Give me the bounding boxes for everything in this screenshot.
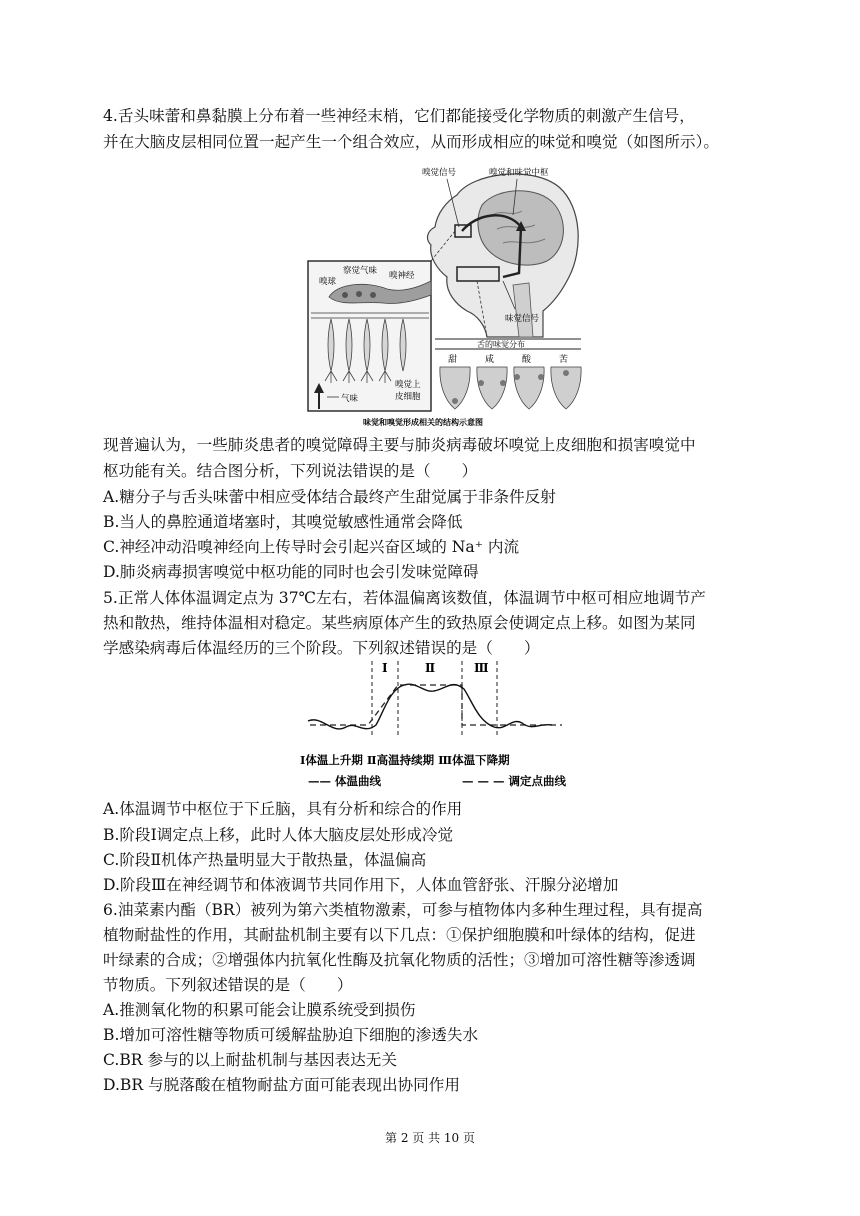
label-olfactory-nerve: 嗅神经 <box>389 271 415 281</box>
label-odor: 气味 <box>341 394 359 404</box>
body-temperature-figure <box>300 655 570 797</box>
taste-sour: 酸 <box>522 355 532 365</box>
taste-sweet: 甜 <box>448 355 458 365</box>
q5-option-d: D.阶段Ⅲ在神经调节和体液调节共同作用下，人体血管舒张、汗腺分泌增加 <box>103 876 619 894</box>
q6-stem-line3: 叶绿素的合成；②增强体内抗氧化性酶及抗氧化物质的活性；③增加可溶性糖等渗透调 <box>103 951 696 969</box>
q4-stem-line2: 并在大脑皮层相同位置一起产生一个组合效应，从而形成相应的味觉和嗅觉（如图所示）。 <box>103 133 719 151</box>
stage-2-label: Ⅱ <box>425 661 436 675</box>
phase-caption: Ⅰ体温上升期 Ⅱ高温持续期 Ⅲ体温下降期 <box>300 753 510 767</box>
label-epithelial-2: 皮细胞 <box>395 392 421 402</box>
q5-stem-line1: 5.正常人体体温调定点为 37℃左右，若体温偏离该数值，体温调节中枢可相应地调节产 <box>103 589 706 607</box>
label-smell-signal: 嗅觉信号 <box>422 168 457 178</box>
q5-option-c: C.阶段Ⅱ机体产热量明显大于散热量，体温偏高 <box>103 851 427 869</box>
label-tongue-distribution: 舌的味觉分布 <box>477 340 525 349</box>
q4-text-line2: 枢功能有关。结合图分析，下列说法错误的是（ ） <box>103 462 478 480</box>
label-sense-odor: 察觉气味 <box>343 266 378 276</box>
q4-option-d: D.肺炎病毒损害嗅觉中枢功能的同时也会引发味觉障碍 <box>103 563 479 581</box>
q5-option-a: A.体温调节中枢位于下丘脑，具有分析和综合的作用 <box>103 800 463 818</box>
tongue-shapes <box>440 367 581 409</box>
legend-body-temp: —— 体温曲线 <box>308 774 382 788</box>
q6-stem-line4: 节物质。下列叙述错误的是（ ） <box>103 976 353 994</box>
taste-smell-structure-figure <box>307 165 583 429</box>
label-center: 嗅觉和味觉中枢 <box>489 168 549 178</box>
taste-salty: 咸 <box>485 355 495 365</box>
q6-option-b: B.增加可溶性糖等物质可缓解盐胁迫下细胞的渗透失水 <box>103 1026 479 1044</box>
q5-stem-line3: 学感染病毒后体温经历的三个阶段。下列叙述错误的是（ ） <box>103 639 540 657</box>
taste-bitter: 苦 <box>559 355 569 365</box>
q6-stem-line1: 6.油菜素内酯（BR）被列为第六类植物激素，可参与植物体内多种生理过程，具有提高 <box>103 901 703 919</box>
label-olfactory-bulb: 嗅球 <box>319 277 337 287</box>
stage-3-label: Ⅲ <box>474 661 489 675</box>
legend-set-point: — — — 调定点曲线 <box>462 774 567 788</box>
q6-option-a: A.推测氧化物的积累可能会让膜系统受到损伤 <box>103 1001 416 1019</box>
q6-stem-line2: 植物耐盐性的作用，其耐盐机制主要有以下几点：①保护细胞膜和叶绿体的结构，促进 <box>103 926 696 944</box>
label-taste-signal: 味觉信号 <box>505 314 540 324</box>
q4-option-c: C.神经冲动沿嗅神经向上传导时会引起兴奋区域的 Na⁺ 内流 <box>103 538 520 556</box>
label-epithelial-1: 嗅觉上 <box>395 380 421 390</box>
page-footer: 第 2 页 共 10 页 <box>385 1131 475 1145</box>
q5-option-b: B.阶段Ⅰ调定点上移，此时人体大脑皮层处形成冷觉 <box>103 826 454 844</box>
q6-option-c: C.BR 参与的以上耐盐机制与基因表达无关 <box>103 1051 397 1069</box>
q4-option-b: B.当人的鼻腔通道堵塞时，其嗅觉敏感性通常会降低 <box>103 513 463 531</box>
q6-option-d: D.BR 与脱落酸在植物耐盐方面可能表现出协同作用 <box>103 1076 460 1094</box>
q4-option-a: A.糖分子与舌头味蕾中相应受体结合最终产生甜觉属于非条件反射 <box>103 488 556 506</box>
figure-caption: 味觉和嗅觉形成相关的结构示意图 <box>363 417 483 427</box>
stage-1-label: Ⅰ <box>382 661 388 675</box>
q4-stem-line1: 4.舌头味蕾和鼻黏膜上分布着一些神经末梢，它们都能接受化学物质的刺激产生信号， <box>103 107 695 125</box>
q4-text-line1: 现普遍认为，一些肺炎患者的嗅觉障碍主要与肺炎病毒破坏嗅觉上皮细胞和损害嗅觉中 <box>103 436 696 454</box>
body-temp-curve <box>308 684 552 729</box>
q5-stem-line2: 热和散热，维持体温相对稳定。某些病原体产生的致热原会使调定点上移。如图为某同 <box>103 614 696 632</box>
